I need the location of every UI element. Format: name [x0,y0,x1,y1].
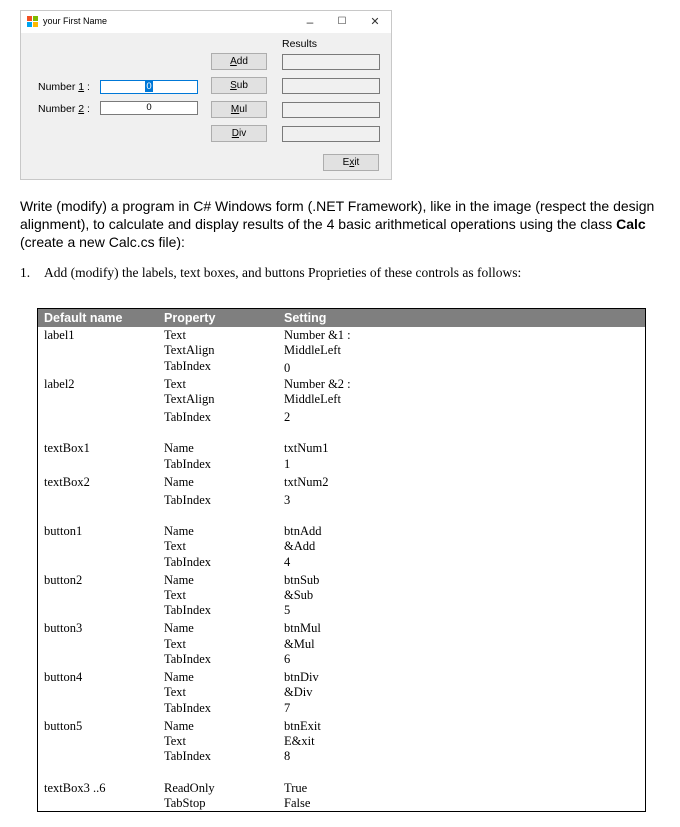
title-bar [21,11,391,33]
maximize-icon[interactable]: ☐ [337,16,347,27]
close-icon[interactable]: ✕ [370,16,380,28]
sub-button[interactable]: Sub [211,77,267,94]
row-value: btnSub [284,573,320,587]
row-prop: TabIndex [164,603,212,617]
row-prop: TabIndex [164,457,212,471]
row-value: 8 [284,749,291,763]
row-value: btnAdd [284,524,322,538]
row-name: button5 [44,719,83,733]
instructions-paragraph: Write (modify) a program in C# Windows form (.NET Framework), like in the image (respect the design alignment), to calculate and display results of the 4 basic arithmetical operations using the class Calc (create a new Calc.cs file): [20,198,655,250]
header-default-name: Default name [44,311,123,325]
add-button[interactable]: Add [211,53,267,70]
row-value: 4 [284,555,291,569]
minimize-icon[interactable]: – [306,15,314,29]
row-value: &Add [284,539,316,553]
list-item-number: 1. [20,265,31,280]
row-prop: Text [164,588,187,602]
row-value: Number &1 : [284,328,351,342]
txtNum1-input[interactable]: 0 [100,80,198,94]
row-value: 5 [284,603,291,617]
row-prop: TabIndex [164,555,212,569]
row-prop: Text [164,539,187,553]
row-prop: Text [164,637,187,651]
row-prop: TabIndex [164,749,212,763]
row-prop: Text [164,685,187,699]
row-value: Number &2 : [284,377,351,391]
row-name: label1 [44,328,75,342]
row-prop: TabIndex [164,410,212,424]
result-mul-box [282,102,380,118]
app-icon [27,16,38,27]
row-value: 2 [284,410,291,424]
row-value: True [284,781,308,795]
header-property: Property [164,311,216,325]
row-value: &Sub [284,588,314,602]
properties-table [37,308,646,812]
row-prop: TextAlign [164,392,215,406]
row-prop: TabIndex [164,359,212,373]
row-name: button1 [44,524,83,538]
row-value: False [284,796,311,810]
row-value: txtNum2 [284,475,329,489]
row-value: btnMul [284,621,321,635]
row-name: label2 [44,377,75,391]
div-button[interactable]: Div [211,125,267,142]
row-prop: Text [164,734,187,748]
row-value: &Div [284,685,313,699]
row-name: button4 [44,670,83,684]
row-prop: Name [164,524,194,538]
result-add-box [282,54,380,70]
row-prop: TabIndex [164,493,212,507]
row-prop: TabStop [164,796,206,810]
row-value: MiddleLeft [284,343,341,357]
row-prop: ReadOnly [164,781,215,795]
row-value: E&xit [284,734,315,748]
row-value: &Mul [284,637,315,651]
row-name: textBox2 [44,475,90,489]
row-value: 3 [284,493,291,507]
list-item-text: Add (modify) the labels, text boxes, and buttons Proprieties of these controls as follows: [44,265,522,280]
row-value: 6 [284,652,291,666]
exit-button[interactable]: Exit [323,154,379,171]
row-prop: Name [164,573,194,587]
row-name: button3 [44,621,83,635]
form-window [20,10,392,180]
result-sub-box [282,78,380,94]
row-prop: Name [164,670,194,684]
txtNum2-input[interactable]: 0 [100,101,198,115]
row-prop: TextAlign [164,343,215,357]
results-label: Results [282,38,318,50]
row-prop: Name [164,441,194,455]
row-prop: Name [164,475,194,489]
header-setting: Setting [284,311,327,325]
row-value: btnExit [284,719,321,733]
number1-label: Number 1 : [38,81,90,93]
row-name: button2 [44,573,83,587]
result-div-box [282,126,380,142]
row-value: txtNum1 [284,441,329,455]
row-value: 7 [284,701,291,715]
table-header [38,309,645,327]
row-value: 0 [284,361,291,375]
row-value: btnDiv [284,670,319,684]
row-value: MiddleLeft [284,392,341,406]
row-value: 1 [284,457,291,471]
row-prop: TabIndex [164,701,212,715]
row-prop: Text [164,377,187,391]
row-prop: Name [164,719,194,733]
mul-button[interactable]: Mul [211,101,267,118]
row-prop: TabIndex [164,652,212,666]
row-name: textBox3 ..6 [44,781,106,795]
row-prop: Name [164,621,194,635]
row-prop: Text [164,328,187,342]
row-name: textBox1 [44,441,90,455]
number2-label: Number 2 : [38,103,90,115]
window-title: your First Name [43,16,108,26]
